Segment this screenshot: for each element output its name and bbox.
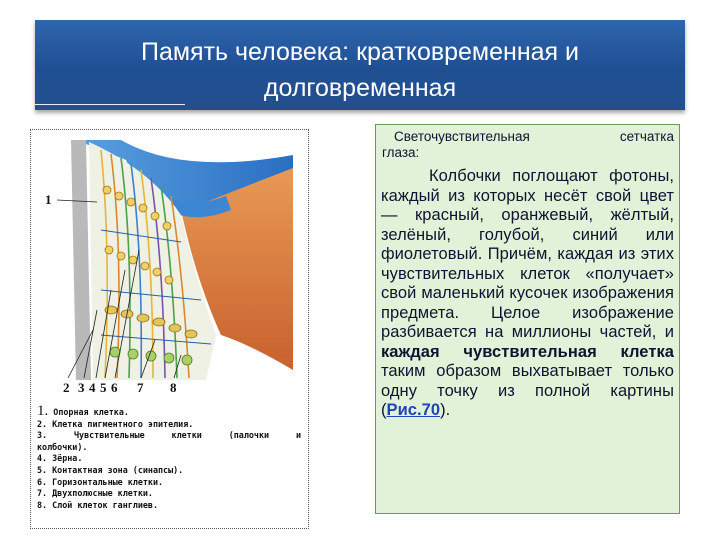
legend-item-5: 5. Контактная зона (синапсы). xyxy=(37,464,184,475)
text-panel xyxy=(375,124,680,514)
legend-item-8: 8. Слой клеток ганглиев. xyxy=(37,499,159,510)
title-underline xyxy=(35,104,185,105)
paragraph-text-1: Колбочки поглощают фотоны, каждый из которых несёт свой цвет — красный, оранжевый, жёлтый, зелёный, голубой, синий или фиолетовый. Причём, каждая из этих чувствительных клеток «получает» свой маленький кусочек изображения предмета. Целое изображение разбивается на миллионы частей, и xyxy=(381,167,674,341)
figure-label-8: 8 xyxy=(170,380,177,395)
paragraph-end: ). xyxy=(440,401,451,419)
legend-item-4: 4. Зёрна. xyxy=(37,453,83,464)
figure-label-4: 4 xyxy=(89,380,96,395)
heading-right: сетчатка xyxy=(619,129,674,144)
slide-title xyxy=(35,34,685,106)
figure-label-5: 5 xyxy=(100,380,107,395)
legend-item-3-cont: колбочки). xyxy=(37,441,88,452)
legend-item-2: 2. Клетка пигментного эпителия. xyxy=(37,418,194,429)
figure-label-1: 1 xyxy=(45,192,52,207)
retina-figure xyxy=(30,129,309,529)
figure-label-6: 6 xyxy=(111,380,118,395)
paragraph-bold: каждая чувствительная клетка xyxy=(381,342,674,361)
title-bar xyxy=(35,20,685,110)
slide-title-line1: Память человека: кратковременная и xyxy=(141,38,579,66)
retina-illustration xyxy=(31,130,308,400)
panel-heading xyxy=(382,129,674,161)
panel-paragraph xyxy=(381,167,674,421)
legend-item-1: 1. Опорная клетка. xyxy=(37,403,129,419)
figure-legend xyxy=(37,403,302,511)
figure-link[interactable]: Рис.70 xyxy=(386,401,441,419)
paragraph-text-2: таким образом выхватывает только одну точку из полной картины ( xyxy=(381,362,674,419)
heading-left: Светочувствительная xyxy=(394,129,530,144)
figure-label-7: 7 xyxy=(137,380,144,395)
legend-item-6: 6. Горизонтальные клетки. xyxy=(37,476,164,487)
figure-label-3: 3 xyxy=(78,380,85,395)
figure-label-2: 2 xyxy=(63,380,70,395)
legend-item-7: 7. Двухполюсные клетки. xyxy=(37,488,153,499)
slide-title-line2: долговременная xyxy=(263,74,457,102)
legend-item-3: 3. Чувствительные клетки (палочки и xyxy=(37,430,302,441)
heading-line2: глаза: xyxy=(382,145,420,160)
